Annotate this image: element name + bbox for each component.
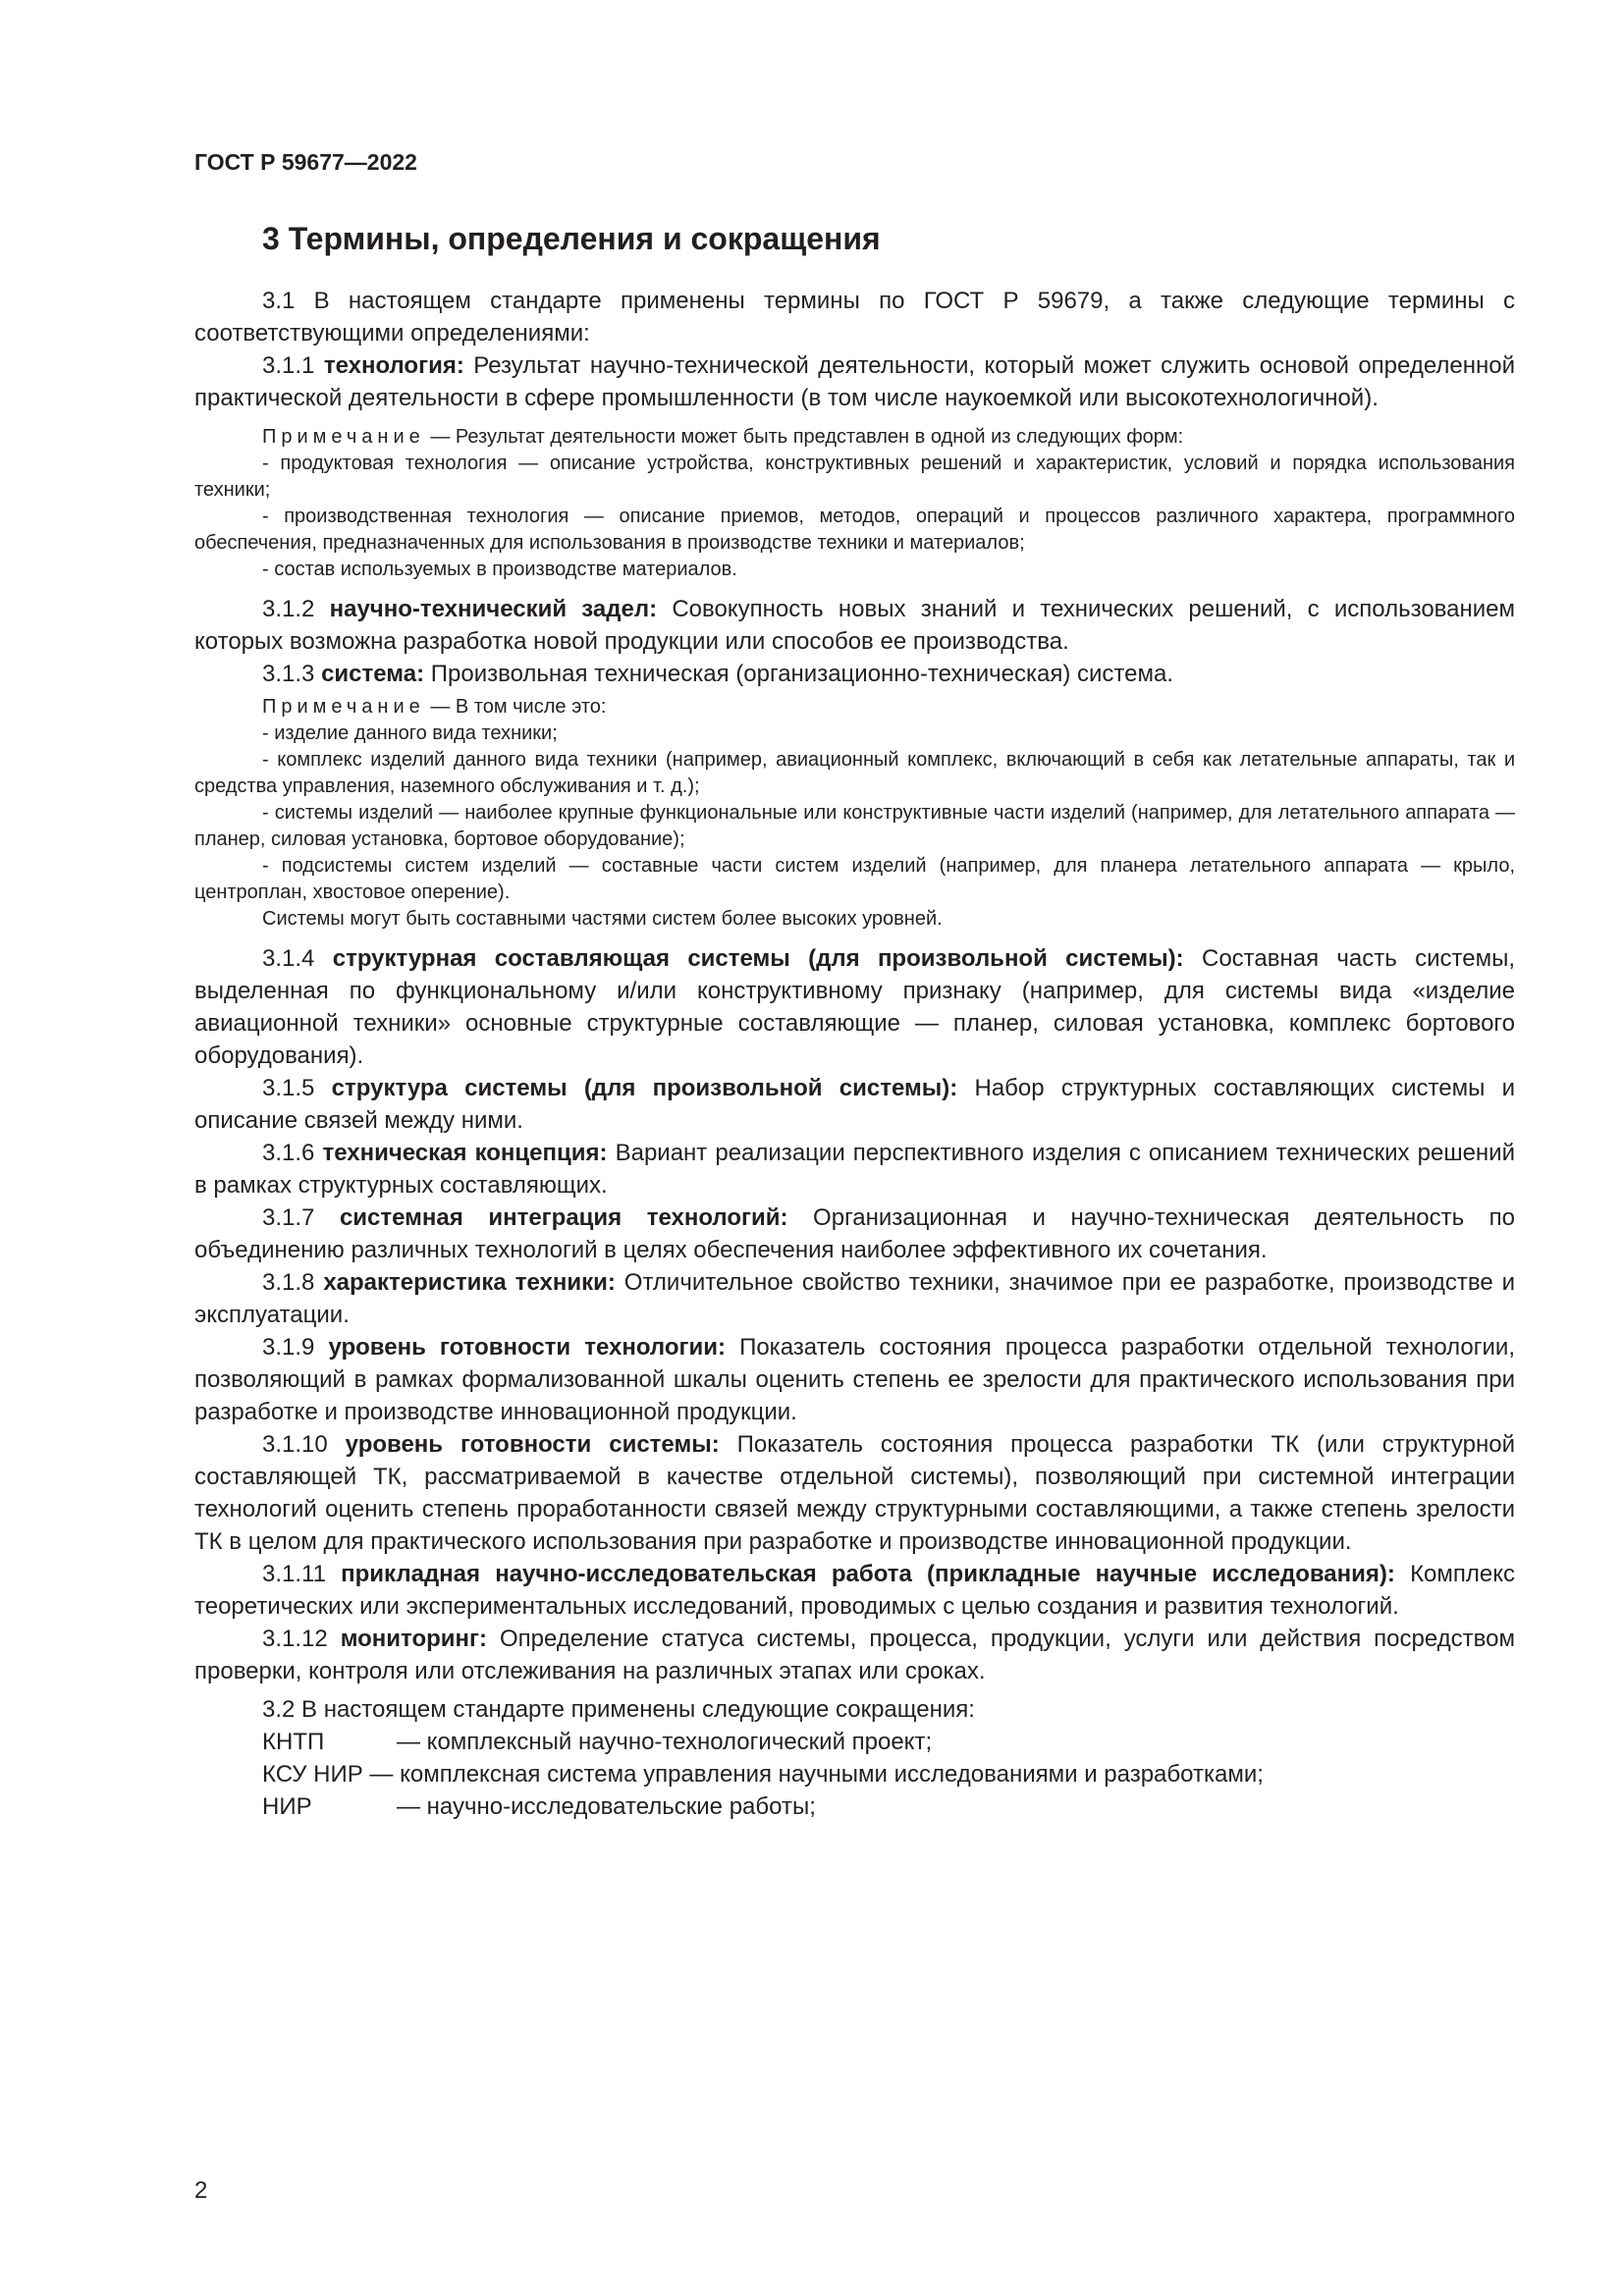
term-3-1-9: 3.1.9 уровень готовности технологии: Показатель состояния процесса разработки отдельной технологии, позволяющий в рамках формализованной шкалы оценить степень ее зрелости для практического использования при разработке и производстве инновационной продукции. bbox=[194, 1334, 1516, 1425]
note-item: - изделие данного вида техники; bbox=[262, 722, 558, 744]
paragraph-3-2: 3.2 В настоящем стандарте применены следующие сокращения: bbox=[262, 1696, 975, 1723]
note-label: Примечание bbox=[262, 696, 425, 718]
term-3-1-4: 3.1.4 структурная составляющая системы (для произвольной системы): Составная часть системы, выделенная по функциональному и/или конструктивному признаку (например, для системы вида «изделие авиационной техники» основные структурные составляющие — планер, силовая установка, комплекс бортового оборудования). bbox=[194, 945, 1516, 1069]
term-3-1-7: 3.1.7 системная интеграция технологий: Организационная и научно-техническая деятельность по объединению различных технологий в целях обеспечения наиболее эффективного их сочетания. bbox=[194, 1204, 1515, 1263]
document-body bbox=[194, 285, 1515, 1823]
note-block-1: Примечание — Результат деятельности может быть представлен в одной из следующих форм: - продуктовая технология — описание устройства, конструктивных решений и характеристик, условий и порядка использования техники; - производственная технология — описание приемов, методов, операций и процессов различного характера, программного обеспечения, предназначенных для использования в производстве техники и материалов; - состав используемых в производстве материалов. bbox=[194, 424, 1515, 583]
note-item: - состав используемых в производстве материалов. bbox=[262, 559, 737, 580]
note-item: - продуктовая технология — описание устройства, конструктивных решений и характеристик, условий и порядка использования техники; bbox=[194, 453, 1515, 501]
note-block-2: Примечание — В том числе это: - изделие данного вида техники; - комплекс изделий данного вида техники (например, авиационный комплекс, включающий в себя как летательные аппараты, так и средства управления, наземного обслуживания и т. д.); - системы изделий — наиболее крупные функциональные или конструктивные части изделий (например, для летательного аппарата — планер, силовая установка, бортовое оборудование); - подсистемы систем изделий — составные части систем изделий (например, для планера летательного аппарата — крыло, центроплан, хвостовое оперение). Системы могут быть составными частями систем более высоких уровней. bbox=[194, 694, 1515, 933]
note-item: - системы изделий — наиболее крупные функциональные или конструктивные части изделий (например, для летательного аппарата — планер, силовая установка, бортовое оборудование); bbox=[194, 802, 1515, 850]
term-3-1-6: 3.1.6 техническая концепция: Вариант реализации перспективного изделия с описанием технических решений в рамках структурных составляющих. bbox=[194, 1140, 1515, 1199]
paragraph-3-1: 3.1 В настоящем стандарте применены термины по ГОСТ Р 59679, а также следующие термины с соответствующими определениями: bbox=[194, 288, 1515, 347]
note-item: - подсистемы систем изделий — составные части систем изделий (например, для планера летательного аппарата — крыло, центроплан, хвостовое оперение). bbox=[194, 855, 1515, 903]
note-item: - комплекс изделий данного вида техники (например, авиационный комплекс, включающий в себя как летательные аппараты, так и средства управления, наземного обслуживания и т. д.); bbox=[194, 749, 1515, 797]
term-3-1-2: 3.1.2 научно-технический задел: Совокупность новых знаний и технических решений, с использованием которых возможна разработка новой продукции или способов ее производства. bbox=[194, 596, 1515, 655]
term-3-1-8: 3.1.8 характеристика техники: Отличительное свойство техники, значимое при ее разработке, производстве и эксплуатации. bbox=[194, 1269, 1516, 1328]
abbreviation-row: КСУ НИР — комплексная система управления научными исследованиями и разработками; bbox=[262, 1761, 1264, 1788]
term-3-1-10: 3.1.10 уровень готовности системы: Показатель состояния процесса разработки ТК (или структурной составляющей ТК, рассматриваемой в качестве отдельной системы), позволяющий при системной интеграции технологий оценить степень проработанности связей между структурными составляющими, а также степень зрелости ТК в целом для практического использования при разработке и производстве инновационной продукции. bbox=[194, 1431, 1515, 1555]
note-item: Системы могут быть составными частями систем более высоких уровней. bbox=[262, 908, 943, 930]
term-3-1-11: 3.1.11 прикладная научно-исследовательская работа (прикладные научные исследования): Комплекс теоретических или экспериментальных исследований, проводимых с целью создания и развития технологий. bbox=[194, 1561, 1516, 1620]
section-title: 3 Термины, определения и сокращения bbox=[262, 221, 881, 256]
note-item: - производственная технология — описание приемов, методов, операций и процессов различного характера, программного обеспечения, предназначенных для использования в производстве техники и материалов; bbox=[194, 506, 1515, 554]
term-3-1-1: 3.1.1 технология: Результат научно-технической деятельности, который может служить основой определенной практической деятельности в сфере промышленности (в том числе наукоемкой или высокотехнологичной). bbox=[194, 352, 1516, 411]
page-number: 2 bbox=[194, 2177, 208, 2204]
note-label: Примечание bbox=[262, 426, 425, 448]
term-3-1-12: 3.1.12 мониторинг: Определение статуса системы, процесса, продукции, услуги или действия посредством проверки, контроля или отслеживания на различных этапах или сроках. bbox=[194, 1626, 1515, 1684]
term-3-1-3: 3.1.3 система: Произвольная техническая (организационно-техническая) система. bbox=[262, 661, 1173, 687]
abbreviation-row: НИР — научно-исследовательские работы; bbox=[262, 1793, 816, 1820]
term-3-1-5: 3.1.5 структура системы (для произвольной системы): Набор структурных составляющих системы и описание связей между ними. bbox=[194, 1075, 1516, 1134]
document-code: ГОСТ Р 59677—2022 bbox=[194, 149, 417, 175]
abbreviation-row: КНТП — комплексный научно-технологический проект; bbox=[262, 1729, 933, 1755]
